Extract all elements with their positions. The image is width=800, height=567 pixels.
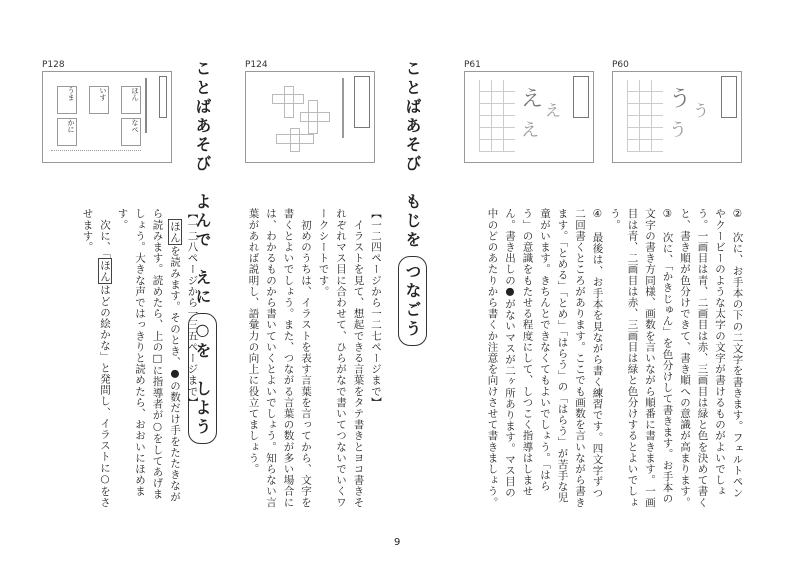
word-card: ほん	[121, 86, 141, 114]
section-mid-body	[244, 208, 384, 508]
word-card: なべ	[121, 118, 141, 146]
section-ref: 【一二八ページから一三五ページまで】	[186, 208, 199, 408]
sample-char: う	[669, 87, 692, 112]
item-number: ②	[731, 208, 744, 221]
word-box: ほん	[99, 260, 111, 283]
word-card: かに	[57, 118, 77, 146]
thumbnail-p61	[464, 71, 594, 163]
sample-char: え	[545, 101, 562, 120]
sample-char: う	[693, 101, 710, 120]
item-number: ③	[661, 208, 674, 221]
title-main: ことばあそび よんで えに	[193, 60, 212, 307]
thumbnail-p128	[42, 71, 172, 163]
word-card: うま	[57, 86, 77, 114]
title-main: ことばあそび もじを	[403, 60, 422, 250]
thumb-label-p61: P61	[464, 60, 481, 70]
sample-char: え	[521, 120, 539, 141]
title-pill: ○を しよう	[188, 313, 217, 444]
word-box: ほん	[169, 221, 181, 244]
thumb-label-p128: P128	[42, 60, 65, 70]
thumbnail-p60	[612, 71, 742, 163]
list-item: ④ 最後は、お手本を見ながら書く練習です。四文字ずつ二回書くところがあります。ここでも画数を言いながら書きます。「とめる」「とめ」「はらう」の「はらう」が苦手な児童がいます。きちんとできなくてもよいでしょう。「はらう」の意識をもたせる程度にして、しつこく指導はしません。書き出しの●がないマスが二ヶ所あります。マス目の中のどのあたりから書くか注意を向けさせて書きましょう。	[486, 208, 604, 508]
title-pill: つなごう	[398, 256, 427, 346]
paragraph: 初めのうちは、イラストを表す言葉を言ってから、文字を書くとよいでしょう。また、つながる言葉の数が多い場合には、わかるものから書いていくとよいでしょう。知らない言葉があれば説明し、語彙力の向上に役立てましょう。	[247, 208, 312, 508]
list-item: ② 次に、お手本の下の二文字を書きます。フェルトペンやクービーのような太字の文字が書けるものがよいでしょう。一画目は青、二画目は赤、三画目は緑と色を決めて書くと、書き順が色分けできて、書き順への意識が高まります。	[679, 208, 744, 508]
list-item: ③ 次に、「かきじゅん」を色分けして書きます。お手本の文字の書き方同様、画数を言いながら順番に書きます。一画目は青、二画目は赤、三画目は緑と色分けするとよいでしょう。	[609, 208, 674, 508]
page-number: 9	[394, 537, 401, 548]
paragraph: ほんを読みます。そのとき、●の数だけ手をたたきながら読みます。読めたら、上の□に指導者が○をしてあげましょう。大きな声ではっきりと読めたら、おおいにほめます。	[116, 208, 181, 503]
sample-char: え	[521, 87, 544, 112]
item-number: ④	[591, 208, 604, 221]
section-ref: 【一二四ページから一二七ページまで】	[370, 208, 382, 408]
thumb-label-p60: P60	[612, 60, 629, 70]
section-title-kotoba-asobi-moji	[398, 60, 427, 346]
paragraph: 次に、「ほんはどの絵かな」と発問し、イラストに○をさせます。	[81, 208, 111, 508]
paragraph: イラストを見て、想起できる言葉をタテ書きとヨコ書きそれぞれマス目に合わせて、ひらがなで書いてつないでいくワークシートです。	[317, 208, 365, 508]
word-card: いす	[89, 86, 109, 114]
section-left-body	[78, 208, 201, 508]
thumb-label-p124: P124	[245, 60, 268, 70]
thumbnail-p124	[245, 71, 375, 163]
section-right-body	[483, 208, 746, 508]
illustration-row	[51, 150, 141, 157]
sample-char: う	[669, 120, 687, 141]
